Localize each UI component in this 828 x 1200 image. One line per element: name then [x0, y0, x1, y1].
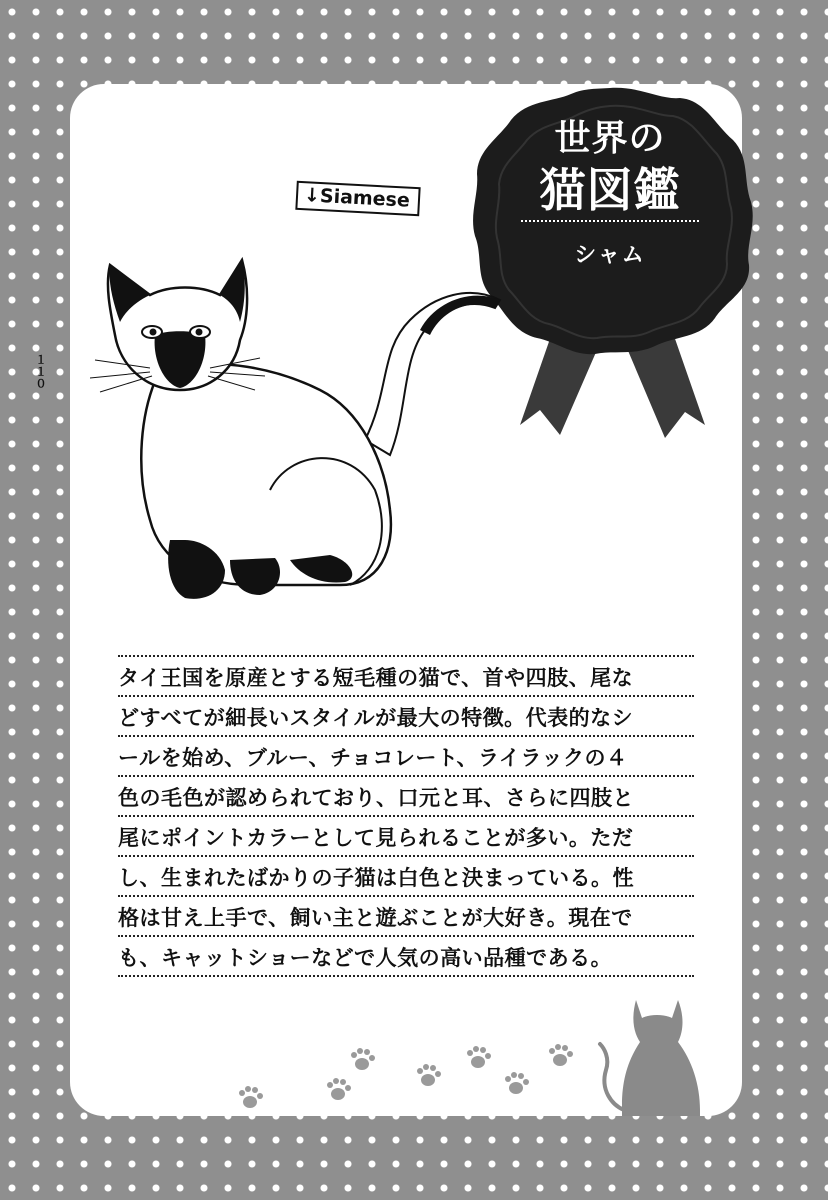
paw-print-icon [505, 1072, 529, 1094]
description-line: タイ王国を原産とする短毛種の猫で、首や四肢、尾な [118, 657, 694, 697]
badge-title-line1: 世界の [554, 117, 666, 159]
paw-print-icon [239, 1086, 263, 1108]
badge-title-line2: 猫図鑑 [539, 163, 681, 217]
badge-subtitle: シャム [574, 243, 646, 268]
paw-print-icon [327, 1078, 351, 1100]
paw-print-icon [351, 1048, 375, 1070]
description-line: 格は甘え上手で、飼い主と遊ぶことが大好き。現在で [118, 897, 694, 937]
paw-print-icon [549, 1044, 573, 1066]
description-line: 尾にポイントカラーとして見られることが多い。ただ [118, 817, 694, 857]
description-line: ールを始め、ブルー、チョコレート、ライラックの４ [118, 737, 694, 777]
siamese-label: ↓Siamese [295, 181, 420, 216]
description-line: も、キャットショーなどで人気の高い品種である。 [118, 946, 613, 970]
description-line: どすべてが細長いスタイルが最大の特徴。代表的なシ [118, 697, 694, 737]
paw-print-icon [417, 1064, 441, 1086]
page-number: １１０ [34, 354, 47, 390]
paw-print-icon [467, 1046, 491, 1068]
description-line: し、生まれたばかりの子猫は白色と決まっている。性 [118, 857, 694, 897]
cat-silhouette-icon [600, 1000, 700, 1116]
description-line: 色の毛色が認められており、口元と耳、さらに四肢と [118, 777, 694, 817]
